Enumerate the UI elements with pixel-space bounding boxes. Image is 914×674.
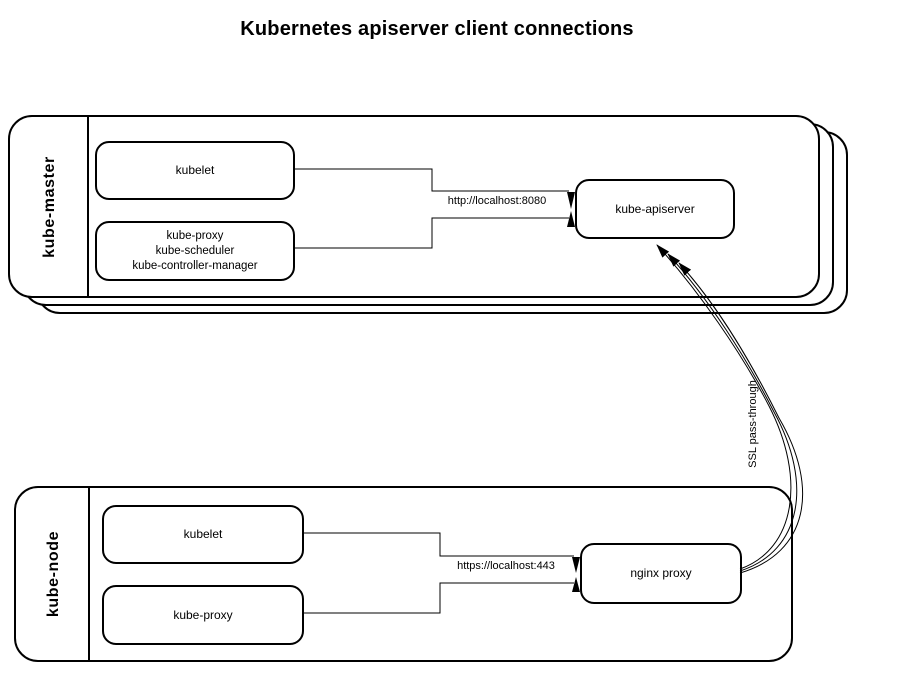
group-line-kube-scheduler: kube-scheduler (155, 244, 235, 257)
edge-label-http-localhost-8080: http://localhost:8080 (447, 195, 547, 207)
group-line-kube-controller-manager: kube-controller-manager (132, 259, 258, 272)
node-kube-apiserver (575, 179, 735, 239)
node-nginx-proxy (580, 543, 742, 604)
node-cluster-divider (88, 488, 90, 660)
edge-label-ssl-pass-through: SSL pass-through (747, 380, 759, 468)
node-control-plane-group-label (132, 229, 257, 274)
node-kubelet-master (95, 141, 295, 200)
node-control-plane-group (95, 221, 295, 281)
edge-label-https-localhost-443: https://localhost:443 (457, 560, 555, 572)
master-cluster-divider (87, 117, 89, 296)
node-kube-proxy (102, 585, 304, 645)
node-nginx-proxy-label: nginx proxy (630, 566, 692, 580)
node-kube-apiserver-label: kube-apiserver (615, 201, 695, 216)
node-kubelet-node (102, 505, 304, 564)
diagram-title: Kubernetes apiserver client connections (240, 18, 634, 40)
master-cluster-label: kube-master (41, 155, 58, 258)
node-cluster (14, 486, 793, 662)
node-kubelet-node-label: kubelet (183, 527, 223, 541)
group-line-kube-proxy: kube-proxy (166, 229, 224, 242)
master-cluster (8, 115, 820, 298)
node-kubelet-master-label: kubelet (175, 163, 215, 177)
node-cluster-label: kube-node (45, 530, 62, 618)
node-kube-proxy-label: kube-proxy (173, 607, 233, 622)
